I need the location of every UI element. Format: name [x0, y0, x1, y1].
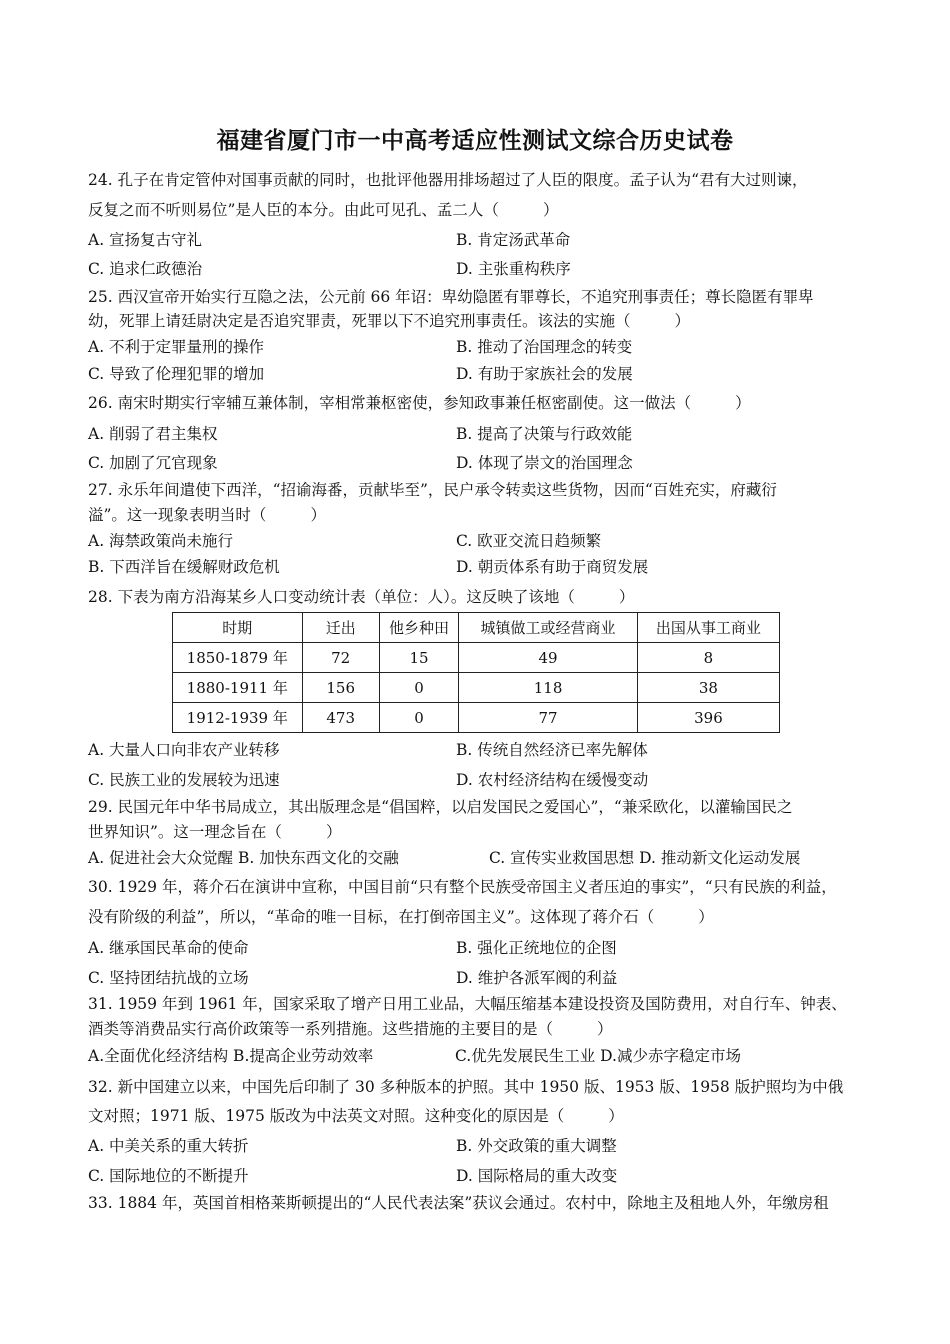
q29-stem-line2 [88, 822, 863, 842]
q30-answer-bracket-end: ） [698, 908, 714, 926]
q25-option-a: A. 不利于定罪量刑的操作 [88, 338, 265, 356]
q32-stem-text: 文对照；1971 版、1975 版改为中法英文对照。这种变化的原因是（ [88, 1107, 565, 1125]
q27-stem-line2 [88, 505, 863, 525]
q24-option-a: A. 宣扬复古守礼 [88, 231, 203, 249]
table-cell: 38 [637, 673, 779, 703]
q28-option-b: B. 传统自然经济已率先解体 [456, 741, 648, 759]
table-header-cell: 时期 [173, 613, 303, 643]
q29-options-cd: C. 宣传实业救国思想 D. 推动新文化运动发展 [489, 849, 801, 867]
q24-option-d: D. 主张重构秩序 [456, 260, 571, 278]
q30-option-b: B. 强化正统地位的企图 [456, 939, 617, 957]
q32-option-c: C. 国际地位的不断提升 [88, 1167, 249, 1185]
table-cell: 0 [379, 703, 458, 733]
table-cell: 0 [379, 673, 458, 703]
q32-option-b: B. 外交政策的重大调整 [456, 1137, 617, 1155]
q27-answer-bracket-end: ） [310, 506, 326, 524]
q27-option-a: A. 海禁政策尚未施行 [88, 532, 234, 550]
q28-option-a: A. 大量人口向非农产业转移 [88, 741, 280, 759]
q27-stem-text: 溢”。这一现象表明当时（ [88, 506, 267, 524]
q28-option-c: C. 民族工业的发展较为迅速 [88, 771, 280, 789]
q29-stem-text: 世界知识”。这一理念旨在（ [88, 823, 282, 841]
table-cell: 118 [459, 673, 638, 703]
q30-option-a: A. 继承国民革命的使命 [88, 939, 249, 957]
table-cell: 49 [459, 643, 638, 673]
q28-stem-text: 28. 下表为南方沿海某乡人口变动统计表（单位：人）。这反映了该地（ [88, 588, 575, 606]
q24-stem-text: 反复之而不听则易位”是人臣的本分。由此可见孔、孟二人（ [88, 201, 499, 219]
q31-stem-text: 酒类等消费品实行高价政策等一系列措施。这些措施的主要目的是（ [88, 1020, 554, 1038]
q32-stem-line1: 32. 新中国建立以来，中国先后印制了 30 多种版本的护照。其中 1950 版、1953 版、1958 版护照均为中俄 [88, 1078, 844, 1096]
q28-stem-line1 [88, 587, 863, 607]
q26-stem-line1 [88, 393, 863, 413]
q31-options-ab: A.全面优化经济结构 B.提高企业劳动效率 [88, 1047, 374, 1065]
q25-option-b: B. 推动了治国理念的转变 [456, 338, 633, 356]
q26-answer-bracket-end: ） [735, 394, 751, 412]
q26-stem-text: 26. 南宋时期实行宰辅互兼体制，宰相常兼枢密使，参知政事兼任枢密副使。这一做法（ [88, 394, 692, 412]
q24-answer-bracket-end: ） [542, 201, 559, 219]
q27-option-b: B. 下西洋旨在缓解财政危机 [88, 558, 280, 576]
q30-stem-line1: 30. 1929 年，蒋介石在演讲中宣称，中国目前“只有整个民族受帝国主义者压迫的事实”，“只有民族的利益， [88, 878, 837, 896]
q30-option-d: D. 维护各派军阀的利益 [456, 969, 618, 987]
q32-answer-bracket-end: ） [608, 1107, 624, 1125]
q27-stem-line1: 27. 永乐年间遣使下西洋，“招谕海番，贡献毕至”，民户承令转卖这些货物，因而“百姓充实，府藏衍 [88, 481, 777, 499]
page-title: 福建省厦门市一中高考适应性测试文综合历史试卷 [216, 127, 734, 154]
q30-stem-text: 没有阶级的利益”，所以，“革命的唯一目标，在打倒帝国主义”。这体现了蒋介石（ [88, 908, 655, 926]
q28-option-d: D. 农村经济结构在缓慢变动 [456, 771, 649, 789]
population-table [172, 612, 780, 733]
q25-option-d: D. 有助于家族社会的发展 [456, 365, 633, 383]
table-cell: 8 [637, 643, 779, 673]
q30-stem-line2 [88, 907, 863, 927]
q31-stem-line1: 31. 1959 年到 1961 年，国家采取了增产日用工业品，大幅压缩基本建设投资及国防费用，对自行车、钟表、 [88, 995, 847, 1013]
table-row [173, 673, 780, 703]
q25-stem-line2 [88, 311, 863, 331]
table-cell: 1912-1939 年 [173, 703, 303, 733]
q29-stem-line1: 29. 民国元年中华书局成立，其出版理念是“倡国粹，以启发国民之爱国心”，“兼采欧化，以灌输国民之 [88, 798, 793, 816]
q24-option-b: B. 肯定汤武革命 [456, 231, 571, 249]
q27-option-d: D. 朝贡体系有助于商贸发展 [456, 558, 649, 576]
q26-option-c: C. 加剧了冗官现象 [88, 454, 218, 472]
table-cell: 15 [379, 643, 458, 673]
q24-option-c: C. 追求仁政德治 [88, 260, 203, 278]
table-cell: 1880-1911 年 [173, 673, 303, 703]
q29-options-ab: A. 促进社会大众觉醒 B. 加快东西文化的交融 [88, 849, 399, 867]
q27-option-c: C. 欧亚交流日趋频繁 [456, 532, 602, 550]
table-header-cell: 迁出 [302, 613, 379, 643]
table-cell: 1850-1879 年 [173, 643, 303, 673]
q31-stem-line2 [88, 1019, 863, 1039]
table-header-cell: 城镇做工或经营商业 [459, 613, 638, 643]
q30-option-c: C. 坚持团结抗战的立场 [88, 969, 249, 987]
table-cell: 72 [302, 643, 379, 673]
q32-stem-line2 [88, 1106, 863, 1126]
q25-answer-bracket-end: ） [674, 312, 691, 330]
table-header-cell: 他乡种田 [379, 613, 458, 643]
table-row [173, 643, 780, 673]
q31-answer-bracket-end: ） [597, 1020, 613, 1038]
q24-stem-line2 [88, 200, 863, 220]
table-cell: 473 [302, 703, 379, 733]
q25-stem-text: 幼，死罪上请廷尉决定是否追究罪责，死罪以下不追究刑事责任。该法的实施（ [88, 312, 631, 330]
table-cell: 77 [459, 703, 638, 733]
q31-options-cd: C.优先发展民生工业 D.减少赤字稳定市场 [455, 1047, 741, 1065]
q32-option-a: A. 中美关系的重大转折 [88, 1137, 249, 1155]
table-cell: 156 [302, 673, 379, 703]
q24-stem-line1: 24. 孔子在肯定管仲对国事贡献的同时，也批评他器用排场超过了人臣的限度。孟子认为“君有大过则谏， [88, 171, 808, 189]
q28-answer-bracket-end: ） [618, 588, 635, 606]
table-header-row [173, 613, 780, 643]
table-row [173, 703, 780, 733]
q25-option-c: C. 导致了伦理犯罪的增加 [88, 365, 265, 383]
q25-stem-line1: 25. 西汉宣帝开始实行互隐之法，公元前 66 年诏：卑幼隐匿有罪尊长，不追究刑事责任；尊长隐匿有罪卑 [88, 288, 814, 306]
q26-option-b: B. 提高了决策与行政效能 [456, 425, 633, 443]
table-header-cell: 出国从事工商业 [637, 613, 779, 643]
q32-option-d: D. 国际格局的重大改变 [456, 1167, 618, 1185]
q29-answer-bracket-end: ） [325, 823, 342, 841]
q26-option-a: A. 削弱了君主集权 [88, 425, 218, 443]
q33-stem-line1: 33. 1884 年，英国首相格莱斯顿提出的“人民代表法案”获议会通过。农村中，除地主及租地人外，年缴房租 [88, 1194, 829, 1212]
q26-option-d: D. 体现了崇文的治国理念 [456, 454, 633, 472]
table-cell: 396 [637, 703, 779, 733]
